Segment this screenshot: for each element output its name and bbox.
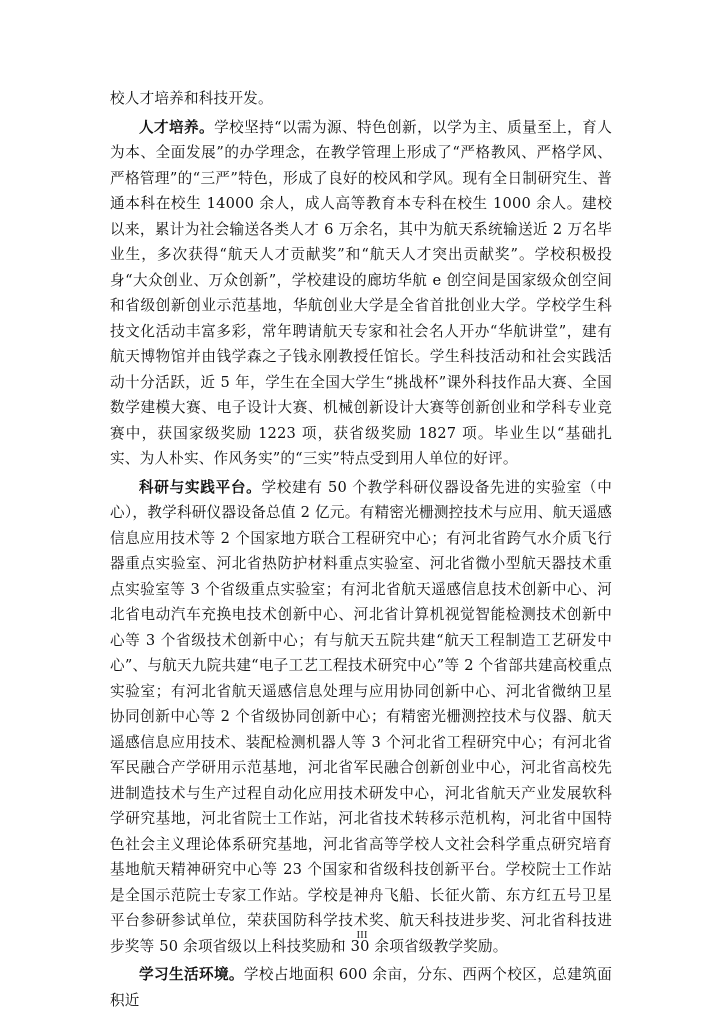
section-heading: 人才培养。: [139, 118, 215, 136]
section-research-platforms: [110, 475, 612, 960]
section-talent-training: [110, 115, 612, 472]
section-campus-environment: [110, 962, 612, 1013]
opening-paragraph: [110, 86, 612, 112]
section-heading: 科研与实践平台。: [139, 478, 262, 496]
section-heading: 学习生活环境。: [139, 966, 244, 983]
page-number: III: [356, 929, 368, 941]
opening-text: 校人才培养和科技开发。: [110, 90, 273, 107]
section-body: 学校建有 50 个教学科研仪器设备先进的实验室（中心），教学科研仪器设备总值 2 亿元。有精密光栅测控技术与应用、航天遥感信息应用技术等 2 个国家地方联合工程研究中心；有河北省跨气水介质飞行器重点实验室、河北省热防护材料重点实验室、河北省微小型航天器技术重点实验室等 3 个省级重点实验室；有河北省航天遥感信息技术创新中心、河北省电动汽车充换电技术创新中心、河北省计算机视觉智能检测技术创新中心等 3 个省级技术创新中心；有与航天五院共建“航天工程制造工艺研发中心”、与航天九院共建“电子工艺工程技术研究中心”等 2 个省部共建高校重点实验室；有河北省航天遥感信息处理与应用协同创新中心、河北省微纳卫星协同创新中心等 2 个省级协同创新中心；有精密光栅测控技术与仪器、航天遥感信息应用技术、装配检测机器人等 3 个河北省工程研究中心；有河北省军民融合产学研用示范基地，河北省军民融合创新创业中心，河北省高校先进制造技术与生产过程自动化应用技术研发中心，河北省航天产业发展软科学研究基地，河北省院士工作站，河北省技术转移示范机构，河北省中国特色社会主义理论体系研究基地，河北省高等学校人文社会科学重点研究培育基地航天精神研究中心等 23 个国家和省级科技创新平台。学校院士工作站是全国示范院士专家工作站。学校是神舟飞船、长征火箭、东方红五号卫星平台参研参试单位，荣获国防科学技术奖、航天科技进步奖、河北省科技进步奖等 50 余项省级以上科技奖励和 30 余项省级教学奖励。: [110, 478, 612, 955]
section-body: 学校占地面积 600 余亩，分东、西两个校区，总建筑面积近: [110, 966, 612, 1009]
section-body: 学校坚持“以需为源、特色创新，以学为主、质量至上，育人为本、全面发展”的办学理念，在教学管理上形成了“严格教风、严格学风、严格管理”的“三严”特色，形成了良好的校风和学风。现有全日制研究生、普通本科在校生 14000 余人，成人高等教育本专科在校生 1000 余人。建校以来，累计为社会输送各类人才 6 万余名，其中为航天系统输送近 2 万名毕业生，多次获得“航天人才贡献奖”和“航天人才突出贡献奖”。学校积极投身“大众创业、万众创新”，学校建设的廊坊华航 e 创空间是国家级众创空间和省级创新创业示范基地，华航创业大学是全省首批创业大学。学校学生科技文化活动丰富多彩，常年聘请航天专家和社会名人开办“华航讲堂”，建有航天博物馆并由钱学森之子钱永刚教授任馆长。学生科技活动和社会实践活动十分活跃，近 5 年，学生在全国大学生“挑战杯”课外科技作品大赛、全国数学建模大赛、电子设计大赛、机械创新设计大赛等创新创业和学科专业竞赛中，获国家级奖励 1223 项，获省级奖励 1827 项。毕业生以“基础扎实、为人朴实、作风务实”的“三实”特点受到用人单位的好评。: [110, 118, 612, 467]
document-body: [110, 86, 612, 1013]
